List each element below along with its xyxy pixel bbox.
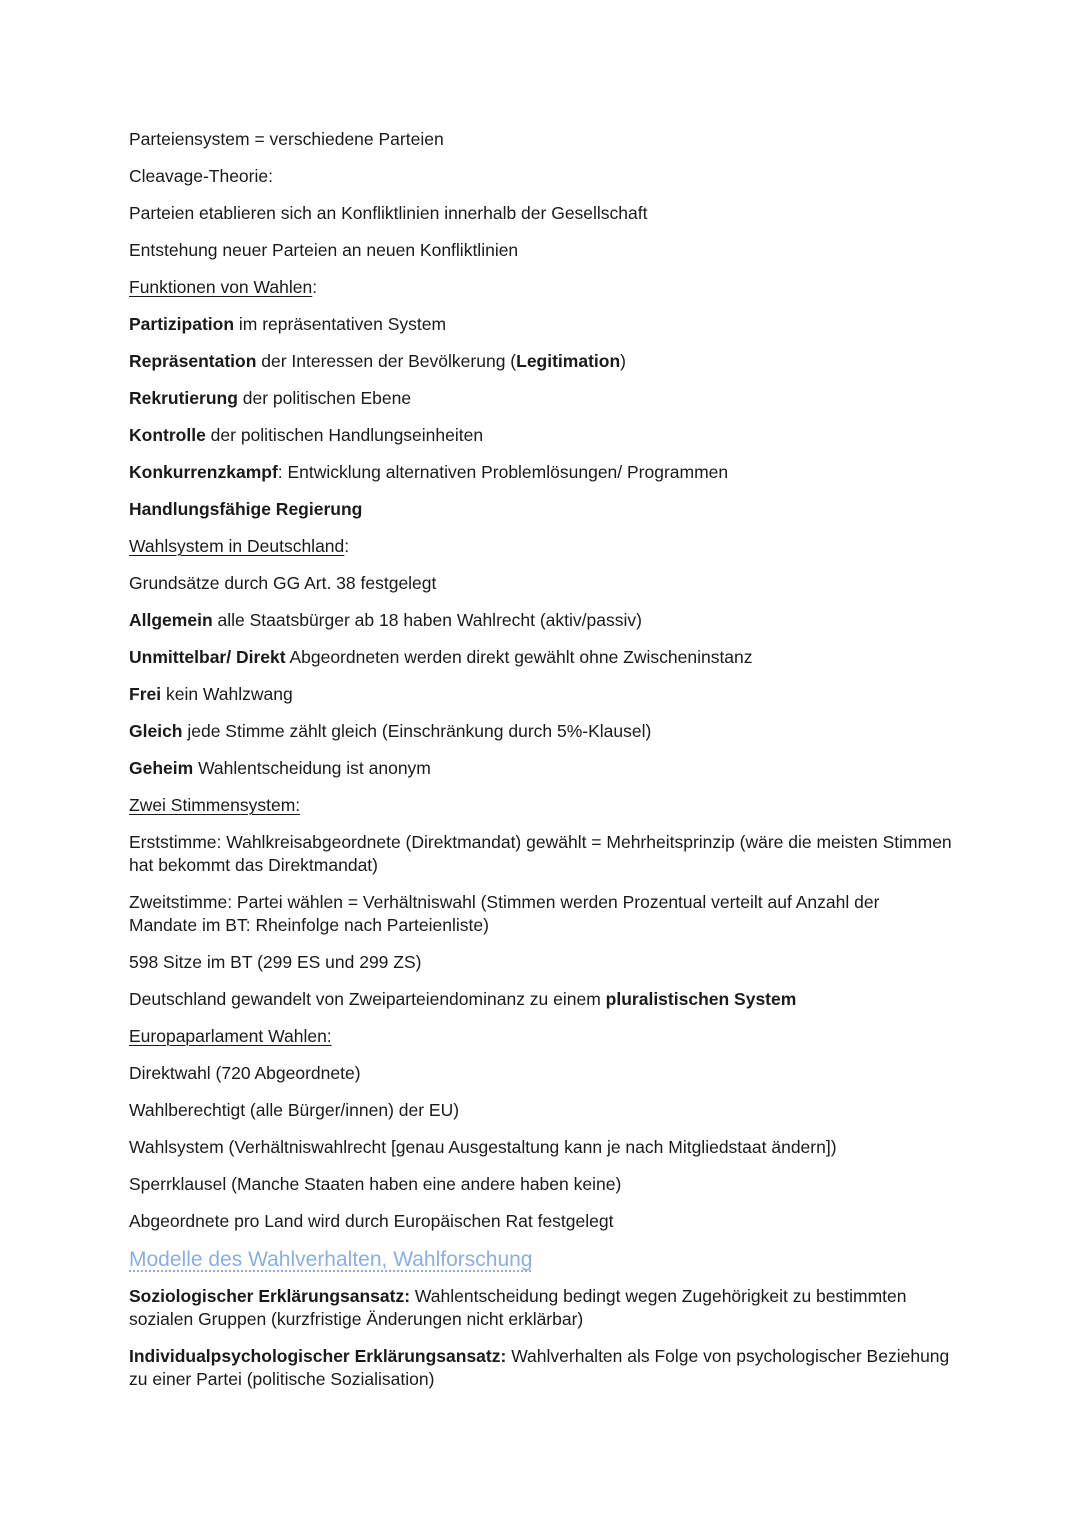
text-line: Geheim Wahlentscheidung ist anonym — [129, 758, 431, 778]
section-title-funktionen: Funktionen von Wahlen: — [129, 277, 318, 297]
text-line: Konkurrenzkampf: Entwicklung alternativen Problemlösungen/ Programmen — [129, 462, 729, 482]
text-line: Gleich jede Stimme zählt gleich (Einschränkung durch 5%-Klausel) — [129, 721, 652, 741]
text-line: Handlungsfähige Regierung — [129, 499, 363, 519]
section-title-zwei-stimmen: Zwei Stimmensystem: — [129, 795, 301, 815]
text-line: Entstehung neuer Parteien an neuen Konfliktlinien — [129, 240, 519, 260]
text-line: 598 Sitze im BT (299 ES und 299 ZS) — [129, 952, 422, 972]
text-line: Wahlsystem (Verhältniswahlrecht [genau Ausgestaltung kann je nach Mitgliedstaat ändern]) — [129, 1137, 837, 1157]
text-paragraph: Soziologischer Erklärungsansatz: Wahlentscheidung bedingt wegen Zugehörigkeit zu bestimmten sozialen Gruppen (kurzfristige Änderungen nicht erklärbar) — [129, 1286, 907, 1329]
text-line: Grundsätze durch GG Art. 38 festgelegt — [129, 573, 437, 593]
text-line: Abgeordnete pro Land wird durch Europäischen Rat festgelegt — [129, 1211, 614, 1231]
text-line: Unmittelbar/ Direkt Abgeordneten werden direkt gewählt ohne Zwischeninstanz — [129, 647, 753, 667]
text-line: Allgemein alle Staatsbürger ab 18 haben Wahlrecht (aktiv/passiv) — [129, 610, 642, 630]
text-line: Kontrolle der politischen Handlungseinheiten — [129, 425, 484, 445]
text-line: Cleavage-Theorie: — [129, 166, 273, 186]
section-heading-wahlverhalten: Modelle des Wahlverhalten, Wahlforschung — [129, 1248, 533, 1271]
text-paragraph: Zweitstimme: Partei wählen = Verhältniswahl (Stimmen werden Prozentual verteilt auf Anzahl der Mandate im BT: Rheinfolge nach Parteienliste) — [129, 892, 880, 935]
text-paragraph: Erststimme: Wahlkreisabgeordnete (Direktmandat) gewählt = Mehrheitsprinzip (wäre die meisten Stimmen hat bekommt das Direktmandat) — [129, 832, 952, 875]
text-line: Repräsentation der Interessen der Bevölkerung (Legitimation) — [129, 351, 626, 371]
text-line: Direktwahl (720 Abgeordnete) — [129, 1063, 361, 1083]
text-line: Wahlberechtigt (alle Bürger/innen) der EU) — [129, 1100, 460, 1120]
text-paragraph: Individualpsychologischer Erklärungsansatz: Wahlverhalten als Folge von psychologischer Beziehung zu einer Partei (politische Sozialisation) — [129, 1346, 950, 1389]
section-title-europaparlament: Europaparlament Wahlen: — [129, 1026, 332, 1046]
section-title-wahlsystem: Wahlsystem in Deutschland: — [129, 536, 350, 556]
text-line: Partizipation im repräsentativen System — [129, 314, 447, 334]
text-line: Parteiensystem = verschiedene Parteien — [129, 129, 444, 149]
text-line: Frei kein Wahlzwang — [129, 684, 293, 704]
text-line: Deutschland gewandelt von Zweiparteiendominanz zu einem pluralistischen System — [129, 989, 797, 1009]
text-line: Rekrutierung der politischen Ebene — [129, 388, 412, 408]
text-line: Sperrklausel (Manche Staaten haben eine andere haben keine) — [129, 1174, 622, 1194]
text-line: Parteien etablieren sich an Konfliktlinien innerhalb der Gesellschaft — [129, 203, 648, 223]
